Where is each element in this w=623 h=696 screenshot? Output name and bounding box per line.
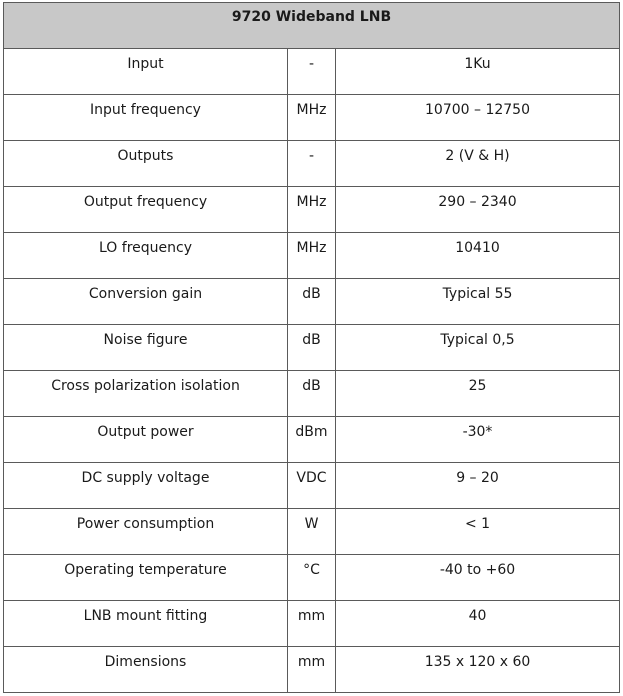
table-body bbox=[4, 49, 620, 693]
table-row bbox=[4, 463, 620, 509]
table-row bbox=[4, 49, 620, 95]
table-row bbox=[4, 417, 620, 463]
unit-cell: dBm bbox=[288, 417, 336, 463]
unit-cell: - bbox=[288, 141, 336, 187]
table-row bbox=[4, 371, 620, 417]
unit-cell: - bbox=[288, 49, 336, 95]
table-row bbox=[4, 601, 620, 647]
table-header-row bbox=[4, 3, 620, 49]
parameter-cell: Conversion gain bbox=[4, 279, 288, 325]
table-row bbox=[4, 647, 620, 693]
value-cell: < 1 bbox=[336, 509, 620, 555]
parameter-cell: Dimensions bbox=[4, 647, 288, 693]
parameter-cell: LO frequency bbox=[4, 233, 288, 279]
table-row bbox=[4, 555, 620, 601]
unit-cell: dB bbox=[288, 371, 336, 417]
table-row bbox=[4, 279, 620, 325]
table-row bbox=[4, 325, 620, 371]
unit-cell: dB bbox=[288, 325, 336, 371]
value-cell: Typical 0,5 bbox=[336, 325, 620, 371]
spec-table bbox=[3, 2, 620, 693]
unit-cell: MHz bbox=[288, 233, 336, 279]
parameter-cell: Input frequency bbox=[4, 95, 288, 141]
unit-cell: mm bbox=[288, 601, 336, 647]
parameter-cell: Input bbox=[4, 49, 288, 95]
unit-cell: MHz bbox=[288, 187, 336, 233]
value-cell: 290 – 2340 bbox=[336, 187, 620, 233]
table-row bbox=[4, 233, 620, 279]
parameter-cell: Output power bbox=[4, 417, 288, 463]
table-row bbox=[4, 187, 620, 233]
unit-cell: VDC bbox=[288, 463, 336, 509]
parameter-cell: Output frequency bbox=[4, 187, 288, 233]
value-cell: -30* bbox=[336, 417, 620, 463]
value-cell: -40 to +60 bbox=[336, 555, 620, 601]
parameter-cell: Noise figure bbox=[4, 325, 288, 371]
value-cell: 1Ku bbox=[336, 49, 620, 95]
value-cell: 40 bbox=[336, 601, 620, 647]
value-cell: 10410 bbox=[336, 233, 620, 279]
table-title: 9720 Wideband LNB bbox=[4, 3, 620, 49]
unit-cell: °C bbox=[288, 555, 336, 601]
value-cell: 10700 – 12750 bbox=[336, 95, 620, 141]
table-row bbox=[4, 509, 620, 555]
parameter-cell: LNB mount fitting bbox=[4, 601, 288, 647]
parameter-cell: Operating temperature bbox=[4, 555, 288, 601]
parameter-cell: Cross polarization isolation bbox=[4, 371, 288, 417]
value-cell: 25 bbox=[336, 371, 620, 417]
parameter-cell: DC supply voltage bbox=[4, 463, 288, 509]
value-cell: 2 (V & H) bbox=[336, 141, 620, 187]
parameter-cell: Power consumption bbox=[4, 509, 288, 555]
value-cell: 135 x 120 x 60 bbox=[336, 647, 620, 693]
value-cell: Typical 55 bbox=[336, 279, 620, 325]
unit-cell: dB bbox=[288, 279, 336, 325]
unit-cell: MHz bbox=[288, 95, 336, 141]
table-row bbox=[4, 95, 620, 141]
unit-cell: mm bbox=[288, 647, 336, 693]
unit-cell: W bbox=[288, 509, 336, 555]
value-cell: 9 – 20 bbox=[336, 463, 620, 509]
parameter-cell: Outputs bbox=[4, 141, 288, 187]
table-row bbox=[4, 141, 620, 187]
